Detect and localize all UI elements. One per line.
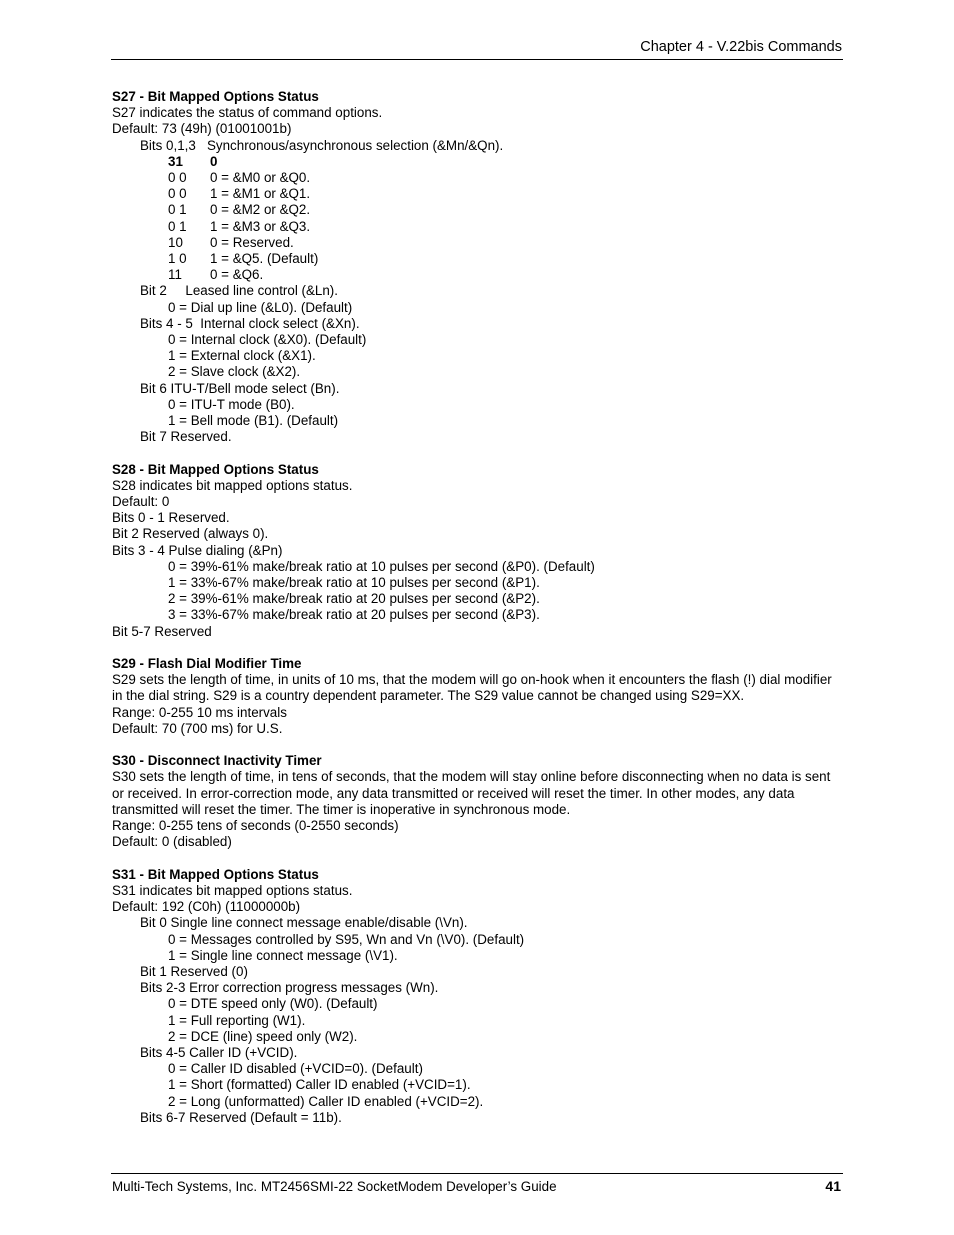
s27-bits45-option: 2 = Slave clock (&X2). [168, 364, 301, 380]
s27-heading: S27 - Bit Mapped Options Status [112, 89, 319, 104]
s28-pulse-option: 2 = 39%-61% make/break ratio at 20 pulses per second (&P2). [168, 591, 540, 607]
s29-description: S29 sets the length of time, in units of 10 ms, that the modem will go on-hook when it encounters the flash (!) dial modifier in the dial string. S29 is a country dependent parameter. The S29 value cannot be changed using S29=XX. [112, 672, 832, 704]
row-value: 1 = &Q5. (Default) [210, 251, 319, 267]
s31-bit0-option: 0 = Messages controlled by S95, Wn and Vn (\V0). (Default) [168, 931, 525, 947]
row-value: 1 = &M3 or &Q3. [210, 218, 311, 234]
footer-title: Multi-Tech Systems, Inc. MT2456SMI-22 SocketModem Developer’s Guide [112, 1179, 557, 1194]
s30-default: Default: 0 (disabled) [112, 834, 232, 850]
s27-bit6-option: 1 = Bell mode (B1). (Default) [168, 413, 339, 429]
row-bits: 10 [168, 234, 183, 250]
page-footer [111, 1173, 843, 1198]
s27-row [112, 202, 840, 218]
s28-pulse-option: 1 = 33%-67% make/break ratio at 10 pulses per second (&P1). [168, 575, 540, 591]
s28-bit2: Bit 2 Reserved (always 0). [112, 526, 269, 542]
row-bits: 1 0 [168, 251, 187, 267]
s28-heading: S28 - Bit Mapped Options Status [112, 461, 319, 477]
s27-bit6-option: 0 = ITU-T mode (B0). [168, 396, 295, 412]
s28-pulse-option: 3 = 33%-67% make/break ratio at 20 pulses per second (&P3). [168, 607, 540, 623]
s31-bit0: Bit 0 Single line connect message enable/disable (\Vn). [140, 915, 468, 931]
s27-bits45-option: 1 = External clock (&X1). [168, 348, 316, 364]
document-body [112, 89, 840, 1126]
s27-default: Default: 73 (49h) (01001001b) [112, 121, 292, 137]
s31-bit0-option: 1 = Single line connect message (\V1). [168, 947, 398, 963]
row-bits: 0 0 [168, 186, 187, 202]
s31-bits23: Bits 2-3 Error correction progress messages (Wn). [140, 980, 439, 996]
s27-row [112, 186, 840, 202]
s30-description: S30 sets the length of time, in tens of seconds, that the modem will stay online before disconnecting when no data is sent or received. In error-correction mode, any data transmitted or received will reset the timer. In other modes, any data transmitted will reset the timer. The timer is inoperative in synchronous mode. [112, 769, 831, 817]
s31-default: Default: 192 (C0h) (11000000b) [112, 899, 301, 915]
s31-bits67: Bits 6-7 Reserved (Default = 11b). [140, 1109, 342, 1125]
s27-row [112, 219, 840, 235]
s31-bits23-option: 2 = DCE (line) speed only (W2). [168, 1028, 358, 1044]
s27-bits013: Bits 0,1,3 Synchronous/asynchronous selection (&Mn/&Qn). [140, 137, 504, 153]
s27-bit7: Bit 7 Reserved. [140, 429, 232, 445]
row-bits: 11 [168, 267, 182, 283]
s27-row [112, 251, 840, 267]
col-header-0: 0 [210, 153, 218, 169]
s28-pulse-option: 0 = 39%-61% make/break ratio at 10 pulses per second (&P0). (Default) [168, 558, 595, 574]
row-value: 0 = &M0 or &Q0. [210, 170, 311, 186]
row-bits: 0 0 [168, 170, 187, 186]
s28-bits34: Bits 3 - 4 Pulse dialing (&Pn) [112, 542, 283, 558]
row-value: 0 = &M2 or &Q2. [210, 202, 311, 218]
col-header-31: 31 [168, 153, 183, 169]
s27-bit2: Bit 2 Leased line control (&Ln). [140, 283, 338, 299]
s29-heading: S29 - Flash Dial Modifier Time [112, 656, 302, 672]
page-number: 41 [825, 1178, 841, 1194]
row-value: 0 = Reserved. [210, 234, 294, 250]
s31-bits45-option: 0 = Caller ID disabled (+VCID=0). (Default) [168, 1061, 423, 1077]
chapter-title: Chapter 4 - V.22bis Commands [640, 39, 842, 55]
s28-bits01: Bits 0 - 1 Reserved. [112, 510, 230, 526]
s27-column-header [112, 154, 840, 170]
page-header [111, 38, 843, 60]
s29-default: Default: 70 (700 ms) for U.S. [112, 720, 283, 736]
s28-bit57: Bit 5-7 Reserved [112, 623, 212, 639]
s31-bits23-option: 0 = DTE speed only (W0). (Default) [168, 996, 378, 1012]
s29-range: Range: 0-255 10 ms intervals [112, 704, 287, 720]
row-value: 0 = &Q6. [210, 267, 264, 283]
s28-description: S28 indicates bit mapped options status. [112, 477, 353, 493]
s27-bits45: Bits 4 - 5 Internal clock select (&Xn). [140, 315, 360, 331]
s30-heading: S30 - Disconnect Inactivity Timer [112, 753, 322, 769]
s27-bit2-option: 0 = Dial up line (&L0). (Default) [168, 299, 353, 315]
s27-row [112, 170, 840, 186]
s28-default: Default: 0 [112, 494, 170, 510]
s27-row [112, 267, 840, 283]
s31-bits23-option: 1 = Full reporting (W1). [168, 1012, 306, 1028]
s31-bits45-option: 2 = Long (unformatted) Caller ID enabled (+VCID=2). [168, 1093, 484, 1109]
s31-heading: S31 - Bit Mapped Options Status [112, 866, 319, 882]
row-bits: 0 1 [168, 202, 187, 218]
s31-bit1: Bit 1 Reserved (0) [140, 963, 248, 979]
s27-row [112, 235, 840, 251]
s31-description: S31 indicates bit mapped options status. [112, 882, 353, 898]
row-value: 1 = &M1 or &Q1. [210, 186, 311, 202]
s30-range: Range: 0-255 tens of seconds (0-2550 seconds) [112, 818, 399, 834]
s31-bits45-option: 1 = Short (formatted) Caller ID enabled (+VCID=1). [168, 1077, 471, 1093]
s27-bits45-option: 0 = Internal clock (&X0). (Default) [168, 332, 367, 348]
row-bits: 0 1 [168, 218, 187, 234]
s31-bits45: Bits 4-5 Caller ID (+VCID). [140, 1044, 298, 1060]
s27-description: S27 indicates the status of command options. [112, 105, 383, 121]
s27-bit6: Bit 6 ITU-T/Bell mode select (Bn). [140, 380, 340, 396]
